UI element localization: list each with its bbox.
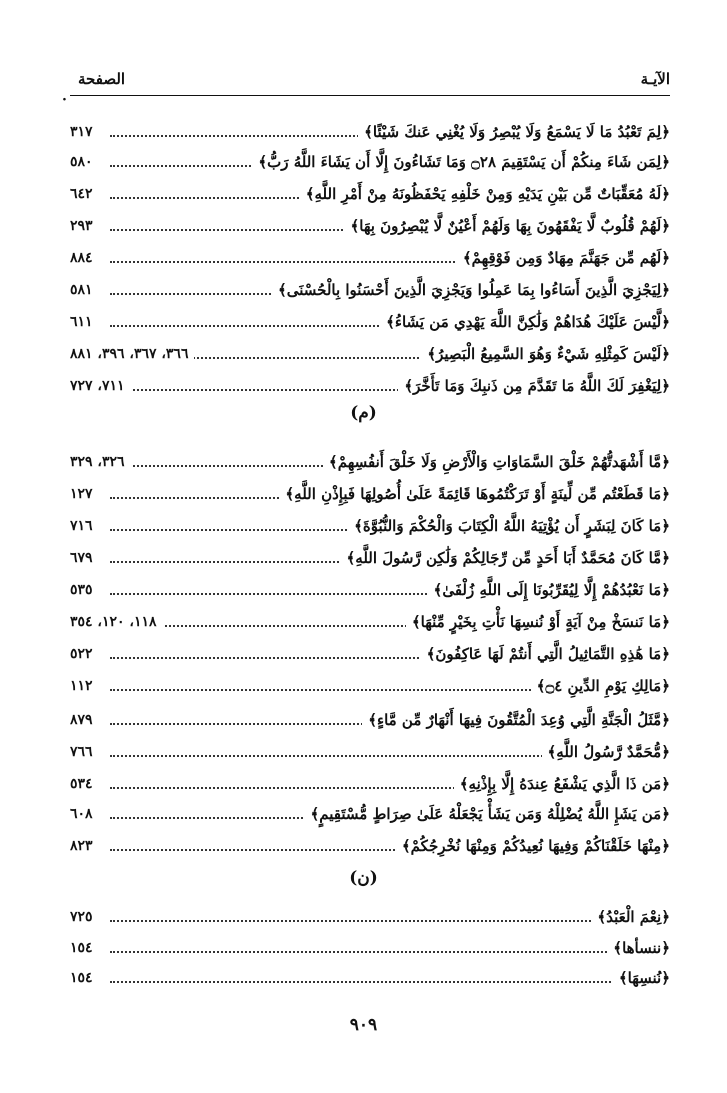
page-references: ٦٧٩ <box>70 544 99 572</box>
index-entry <box>70 276 670 304</box>
page-references: ١١٢ <box>70 672 99 700</box>
index-entry <box>70 448 670 476</box>
page-references: ٥٢٢ <box>70 640 99 668</box>
index-entry <box>70 640 670 668</box>
page-references: ١١٨، ١٢٠، ٣٥٤ <box>70 608 163 636</box>
page-references: ١٢٧ <box>70 480 99 508</box>
verse-text: ﴿مَا نَنسَخْ مِنْ آيَةٍ أَوْ نُنسِهَا نَأْتِ بِخَيْرٍ مِّنْهَا﴾ <box>406 608 670 636</box>
index-entry <box>70 244 670 272</box>
page-references: ٣٢٦، ٣٢٩ <box>70 448 131 476</box>
index-entry <box>70 308 670 336</box>
page-references: ٨٧٩ <box>70 706 99 734</box>
page-references: ٧٢٥ <box>70 903 99 931</box>
verse-text: ﴿مَّا كَانَ مُحَمَّدٌ أَبَا أَحَدٍ مِّن رِّجَالِكُمْ وَلَٰكِن رَّسُولَ اللَّهِ﴾ <box>341 544 671 572</box>
verse-text: ﴿نِعْمَ الْعَبْدُ﴾ <box>591 903 670 931</box>
index-entry <box>70 544 670 572</box>
dot-leader <box>110 981 630 983</box>
page-references: ٢٩٣ <box>70 212 99 240</box>
verse-text: ﴿مَا نَعْبُدُهُمْ إِلَّا لِيُقَرِّبُونَا إِلَى اللَّهِ زُلْفَىٰ﴾ <box>428 576 670 604</box>
verse-text: ﴿مَا هَٰذِهِ التَّمَاثِيلُ الَّتِي أَنتُمْ لَهَا عَاكِفُونَ﴾ <box>421 640 670 668</box>
index-entry <box>70 608 670 636</box>
index-entry <box>70 800 670 828</box>
page-references: ٣٦٦، ٣٦٧، ٣٩٦، ٨٨١ <box>70 340 194 368</box>
verse-text: ﴿لِيَجْزِيَ الَّذِينَ أَسَاءُوا بِمَا عَمِلُوا وَيَجْزِيَ الَّذِينَ أَحْسَنُوا بِالْحُسْنَى﴾ <box>272 276 670 304</box>
verse-text: ﴿مُّحَمَّدٌ رَّسُولُ اللَّهِ﴾ <box>542 738 671 766</box>
verse-text: ﴿مَا قَطَعْتُم مِّن لِّينَةٍ أَوْ تَرَكْتُمُوهَا قَائِمَةً عَلَىٰ أُصُولِهَا فَبِإِذْنِ اللَّهِ﴾ <box>279 480 670 508</box>
verse-text: ﴿لِمَن شَاءَ مِنكُمْ أَن يَسْتَقِيمَ ۝٢٨ وَمَا تَشَاءُونَ إِلَّا أَن يَشَاءَ اللَّهُ رَبُّ﴾ <box>252 148 670 176</box>
verse-text: ﴿لَهُم مِّن جَهَنَّمَ مِهَادٌ وَمِن فَوْقِهِمْ﴾ <box>457 244 670 272</box>
index-entry <box>70 512 670 540</box>
verse-text: ﴿لَهُمْ قُلُوبٌ لَّا يَفْقَهُونَ بِهَا وَلَهُمْ أَعْيُنٌ لَّا يُبْصِرُونَ بِهَا﴾ <box>344 212 670 240</box>
index-entry <box>70 576 670 604</box>
page-references: ٨٨٤ <box>70 244 99 272</box>
page-references: ٨٢٣ <box>70 832 99 860</box>
section-letter: (م) <box>350 403 377 423</box>
index-entry <box>70 148 670 176</box>
index-entry <box>70 180 670 208</box>
verse-text: ﴿مَا كَانَ لِبَشَرٍ أَن يُؤْتِيَهُ اللَّهُ الْكِتَابَ وَالْحُكْمَ وَالنُّبُوَّةَ﴾ <box>348 512 670 540</box>
index-header <box>0 70 727 92</box>
page-references: ٧١١، ٧٢٧ <box>70 372 131 400</box>
page-references: ٦١١ <box>70 308 99 336</box>
index-entry <box>70 934 670 962</box>
page-references: ٦٠٨ <box>70 800 99 828</box>
verse-text: ﴿مَالِكِ يَوْمِ الدِّينِ ۝٤﴾ <box>531 672 670 700</box>
page-number: ٩٠٩ <box>349 1015 378 1035</box>
verse-text: ﴿مَن ذَا الَّذِي يَشْفَعُ عِندَهُ إِلَّا بِإِذْنِهِ﴾ <box>454 770 670 798</box>
header-rule <box>70 95 670 96</box>
dot-leader <box>110 920 630 922</box>
index-entry <box>70 903 670 931</box>
verse-text: ﴿نُنسِهَا﴾ <box>613 964 670 992</box>
verse-column-heading: الآيـة <box>640 70 670 88</box>
verse-text: ﴿مِنْهَا خَلَقْنَاكُمْ وَفِيهَا نُعِيدُكُمْ وَمِنْهَا نُخْرِجُكُمْ﴾ <box>396 832 670 860</box>
dot-leader <box>110 951 630 953</box>
index-entry <box>70 706 670 734</box>
page-column-heading: الصفحة <box>78 70 126 88</box>
verse-text: ﴿لَهُ مُعَقِّبَاتٌ مِّن بَيْنِ يَدَيْهِ وَمِنْ خَلْفِهِ يَحْفَظُونَهُ مِنْ أَمْرِ اللَّهِ﴾ <box>300 180 670 208</box>
index-entry <box>70 672 670 700</box>
verse-text: ﴿مَن يَشَإِ اللَّهُ يُضْلِلْهُ وَمَن يَشَأْ يَجْعَلْهُ عَلَىٰ صِرَاطٍ مُّسْتَقِيمٍ﴾ <box>305 800 671 828</box>
index-entry <box>70 340 670 368</box>
index-entry <box>70 372 670 400</box>
verse-text: ﴿مَّثَلُ الْجَنَّةِ الَّتِي وُعِدَ الْمُتَّقُونَ فِيهَا أَنْهَارٌ مِّن مَّاءٍ﴾ <box>362 706 670 734</box>
verse-text: ﴿لَيْسَ كَمِثْلِهِ شَيْءٌ وَهُوَ السَّمِيعُ الْبَصِيرُ﴾ <box>421 340 670 368</box>
index-entry <box>70 480 670 508</box>
page-references: ٥٨٠ <box>70 148 99 176</box>
page-references: ٧١٦ <box>70 512 99 540</box>
page-references: ٧٦٦ <box>70 738 99 766</box>
margin-dot: · <box>62 92 67 108</box>
page-references: ٦٤٢ <box>70 180 99 208</box>
page-references: ١٥٤ <box>70 934 99 962</box>
page-references: ٥٣٤ <box>70 770 99 798</box>
index-entry <box>70 212 670 240</box>
page-references: ٥٣٥ <box>70 576 99 604</box>
page-references: ٥٨١ <box>70 276 99 304</box>
verse-text: ﴿لَّيْسَ عَلَيْكَ هُدَاهُمْ وَلَٰكِنَّ اللَّهَ يَهْدِي مَن يَشَاءُ﴾ <box>380 308 670 336</box>
section-letter: (ن) <box>349 868 378 888</box>
index-entry <box>70 832 670 860</box>
verse-text: ﴿لِيَغْفِرَ لَكَ اللَّهُ مَا تَقَدَّمَ مِن ذَنبِكَ وَمَا تَأَخَّرَ﴾ <box>398 372 670 400</box>
page-references: ١٥٤ <box>70 964 99 992</box>
index-entry <box>70 770 670 798</box>
index-entry <box>70 738 670 766</box>
verse-text: ﴿ننسأها﴾ <box>607 934 670 962</box>
verse-text: ﴿مَّا أَشْهَدتُّهُمْ خَلْقَ السَّمَاوَاتِ وَالْأَرْضِ وَلَا خَلْقَ أَنفُسِهِمْ﴾ <box>323 448 670 476</box>
verse-text: ﴿لِمَ تَعْبُدُ مَا لَا يَسْمَعُ وَلَا يُبْصِرُ وَلَا يُغْنِي عَنكَ شَيْئًا﴾ <box>358 118 670 146</box>
page-references: ٣١٧ <box>70 118 99 146</box>
index-entry <box>70 118 670 146</box>
index-entry <box>70 964 670 992</box>
